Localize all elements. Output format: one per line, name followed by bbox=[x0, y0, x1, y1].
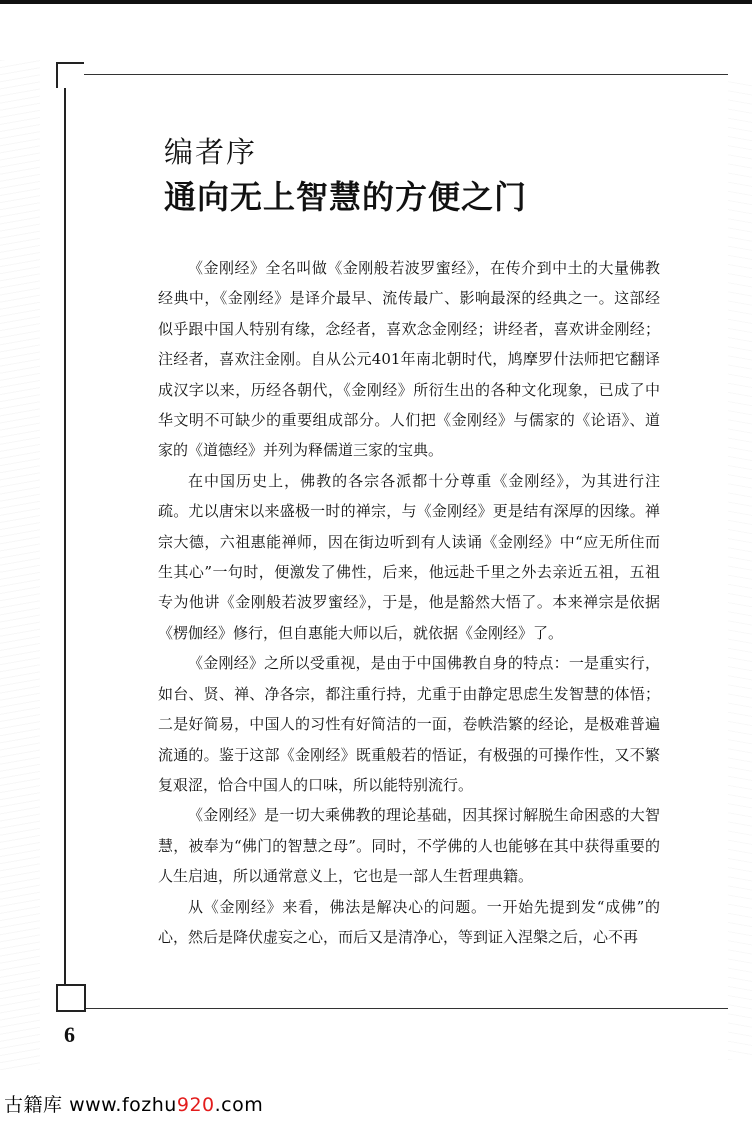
watermark-site-name: 古籍库 bbox=[4, 1094, 63, 1116]
preface-label: 编者序 bbox=[164, 135, 258, 169]
frame-corner-bottom-left bbox=[56, 984, 86, 1012]
paragraph-2: 在中国历史上，佛教的各宗各派都十分尊重《金刚经》，为其进行注疏。尤以唐宋以来盛极一时的禅宗，与《金刚经》更是结有深厚的因缘。禅宗大德，六祖惠能禅师，因在街边听到有人读诵《金刚经》中“应无所住而生其心”一句时，便激发了佛性，后来，他远赴千里之外去亲近五祖，五祖专为他讲《金刚般若波罗蜜经》，于是，他是豁然大悟了。本来禅宗是依据《楞伽经》修行，但自惠能大师以后，就依据《金刚经》了。 bbox=[158, 471, 660, 642]
watermark-url-suffix: .com bbox=[214, 1094, 264, 1116]
paragraph-5: 从《金刚经》来看，佛法是解决心的问题。一开始先提到发“成佛”的心，然后是降伏虚妄之心，而后又是清净心，等到证入涅槃之后，心不再 bbox=[158, 897, 660, 946]
scan-noise-left bbox=[0, 60, 40, 1070]
page-title: 通向无上智慧的方便之门 bbox=[164, 178, 528, 216]
paragraph-4: 《金刚经》是一切大乘佛教的理论基础，因其探讨解脱生命困惑的大智慧，被奉为“佛门的智慧之母”。同时，不学佛的人也能够在其中获得重要的人生启迪，所以通常意义上，它也是一部人生哲理典籍。 bbox=[158, 806, 660, 886]
paragraph-3: 《金刚经》之所以受重视，是由于中国佛教自身的特点：一是重实行，如台、贤、禅、净各宗，都注重行持，尤重于由静定思虑生发智慧的体悟；二是好简易，中国人的习性有好简洁的一面，卷帙浩繁的经论，是极难普遍流通的。鉴于这部《金刚经》既重般若的悟证，有极强的可操作性，又不繁复艰涩，恰合中国人的口味，所以能特别流行。 bbox=[158, 654, 660, 794]
page-number: 6 bbox=[64, 1022, 75, 1047]
scan-noise-right bbox=[728, 80, 752, 1060]
body-text bbox=[158, 253, 660, 952]
watermark-url-digits: 920 bbox=[176, 1094, 215, 1116]
frame-corner-top-left bbox=[56, 62, 84, 88]
page-frame-left bbox=[64, 67, 66, 1009]
site-watermark bbox=[4, 1090, 263, 1117]
watermark-url-prefix: www.fozhu bbox=[69, 1094, 177, 1116]
page-frame-bottom bbox=[64, 1008, 728, 1009]
top-rule bbox=[0, 0, 752, 4]
paragraph-1: 《金刚经》全名叫做《金刚般若波罗蜜经》，在传介到中土的大量佛教经典中，《金刚经》是译介最早、流传最广、影响最深的经典之一。这部经似乎跟中国人特别有缘，念经者，喜欢念金刚经；讲经者，喜欢讲金刚经；注经者，喜欢注金刚。自从公元401年南北朝时代，鸠摩罗什法师把它翻译成汉字以来，历经各朝代，《金刚经》所衍生出的各种文化现象，已成了中华文明不可缺少的重要组成部分。人们把《金刚经》与儒家的《论语》、道家的《道德经》并列为释儒道三家的宝典。 bbox=[158, 259, 660, 460]
page-frame-top bbox=[64, 74, 728, 75]
